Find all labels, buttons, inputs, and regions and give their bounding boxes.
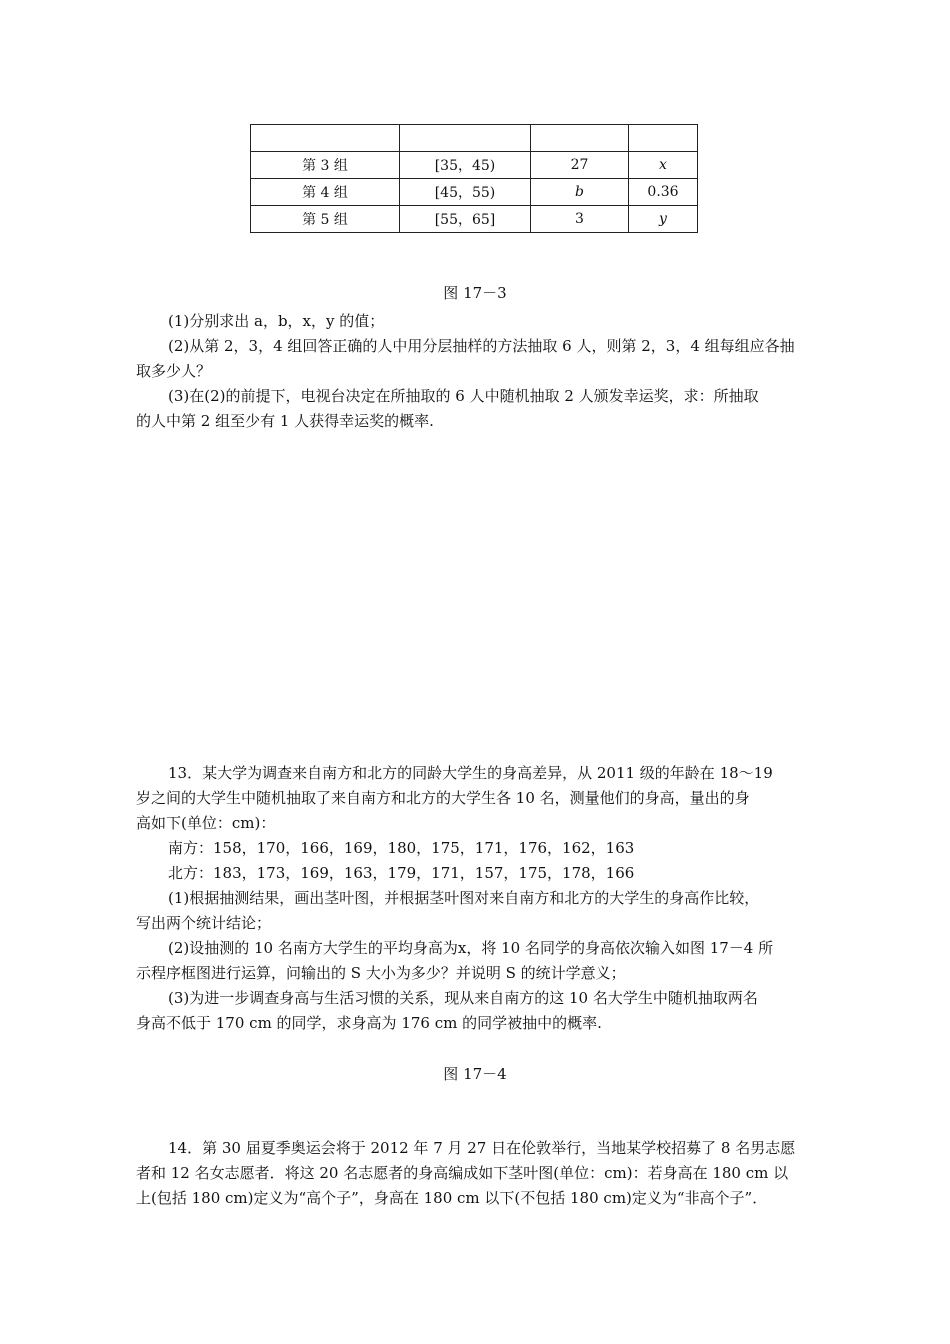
question-text: (3)为进一步调查身高与生活习惯的关系，现从来自南方的这 10 名大学生中随机抽取两名 <box>168 989 758 1007</box>
question-text: (1)根据抽测结果，画出茎叶图，并根据茎叶图对来自南方和北方的大学生的身高作比较， <box>168 889 760 907</box>
question-text: (2)设抽测的 10 名南方大学生的平均身高为x，将 10 名同学的身高依次输入如图 17－4 所 <box>168 939 774 957</box>
question-text: 的人中第 2 组至少有 1 人获得幸运奖的概率. <box>136 412 434 430</box>
table-cell: 3 <box>531 206 629 233</box>
data-line: 北方：183，173，169，163，179，171，157，175，178，166 <box>168 864 635 882</box>
question-text: 者和 12 名女志愿者．将这 20 名志愿者的身高编成如下茎叶图(单位：cm)：若身高在 180 cm 以 <box>136 1164 789 1182</box>
table-cell: 第 5 组 <box>251 206 400 233</box>
table-cell <box>531 125 629 152</box>
table-cell: 第 3 组 <box>251 152 400 179</box>
data-line: 南方：158，170，166，169，180，175，171，176，162，163 <box>168 839 635 857</box>
question-text: 13．某大学为调查来自南方和北方的同龄大学生的身高差异，从 2011 级的年龄在 18～19 <box>168 764 773 782</box>
question-text: (3)在(2)的前提下，电视台决定在所抽取的 6 人中随机抽取 2 人颁发幸运奖，求：所抽取 <box>168 387 759 405</box>
table-cell <box>400 125 531 152</box>
table-cell: 第 4 组 <box>251 179 400 206</box>
question-text: 上(包括 180 cm)定义为“高个子”，身高在 180 cm 以下(不包括 180 cm)定义为“非高个子”． <box>136 1189 768 1207</box>
question-text: 高如下(单位：cm)： <box>136 814 276 832</box>
table-row <box>251 179 698 206</box>
table-cell <box>251 125 400 152</box>
table-cell: b <box>531 179 629 206</box>
question-text: 取多少人？ <box>136 362 212 380</box>
question-text: (2)从第 2，3，4 组回答正确的人中用分层抽样的方法抽取 6 人，则第 2，3，4 组每组应各抽 <box>168 337 795 355</box>
table-row <box>251 125 698 152</box>
table-cell: 27 <box>531 152 629 179</box>
question-text: 身高不低于 170 cm 的同学，求身高为 176 cm 的同学被抽中的概率. <box>136 1014 602 1032</box>
table-cell: [45，55) <box>400 179 531 206</box>
question-text: 示程序框图进行运算，问输出的 S 大小为多少？并说明 S 的统计学意义； <box>136 964 626 982</box>
question-text: 写出两个统计结论； <box>136 914 272 932</box>
table-row <box>251 152 698 179</box>
question-text: (1)分别求出 a，b，x，y 的值； <box>168 312 385 330</box>
table-cell <box>629 125 698 152</box>
figure-caption: 图 17－3 <box>443 284 507 302</box>
table-cell: 0.36 <box>629 179 698 206</box>
table-cell: y <box>629 206 698 233</box>
table-cell: [35，45) <box>400 152 531 179</box>
question-text: 14．第 30 届夏季奥运会将于 2012 年 7 月 27 日在伦敦举行，当地某学校招募了 8 名男志愿 <box>168 1139 796 1157</box>
figure-caption: 图 17－4 <box>443 1065 507 1083</box>
question-text: 岁之间的大学生中随机抽取了来自南方和北方的大学生各 10 名，测量他们的身高，量出的身 <box>136 789 750 807</box>
table-row <box>251 206 698 233</box>
table-cell: x <box>629 152 698 179</box>
table-cell: [55，65] <box>400 206 531 233</box>
frequency-table <box>250 124 698 233</box>
